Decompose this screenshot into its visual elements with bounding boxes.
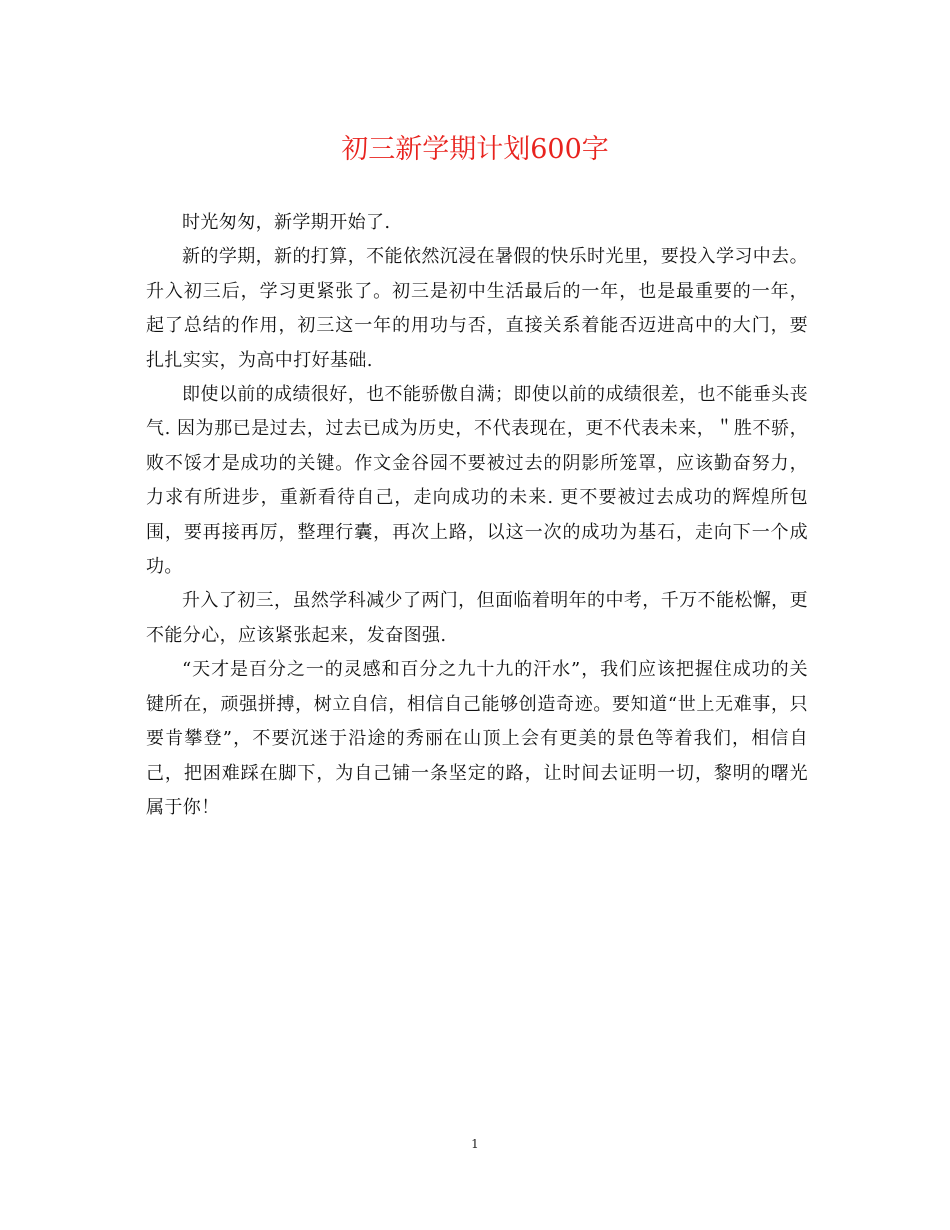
paragraph-5: “天才是百分之一的灵感和百分之九十九的汗水”，我们应该把握住成功的关键所在，顽强拼搏，树立自信，相信自己能够创造奇迹。要知道“世上无难事，只要肯攀登”，不要沉迷于沿途的秀丽在山顶上会有更美的景色等着我们，相信自己，把困难踩在脚下，为自己铺一条坚定的路，让时间去证明一切，黎明的曙光属于你！ xyxy=(146,659,808,818)
page-number: 1 xyxy=(471,1137,479,1151)
document-title: 初三新学期计划600字 xyxy=(341,134,609,165)
paragraph-3: 即使以前的成绩很好，也不能骄傲自满；即使以前的成绩很差，也不能垂头丧气. 因为那已是过去，过去已成为历史，不代表现在，更不代表未来，＂胜不骄，败不馁才是成功的关键。作文金谷园不要被过去的阴影所笼罩，应该勤奋努力，力求有所进步，重新看待自己，走向成功的未来. 更不要被过去成功的辉煌所包围，要再接再厉，整理行囊，再次上路，以这一次的成功为基石，走向下一个成功。 xyxy=(146,384,808,578)
document-body xyxy=(146,206,808,825)
paragraph-2: 新的学期，新的打算，不能依然沉浸在暑假的快乐时光里，要投入学习中去。升入初三后，学习更紧张了。初三是初中生活最后的一年，也是最重要的一年，起了总结的作用，初三这一年的用功与否，直接关系着能否迈进高中的大门，要扎扎实实，为高中打好基础. xyxy=(146,246,808,371)
paragraph-4: 升入了初三，虽然学科减少了两门，但面临着明年的中考，千万不能松懈，更不能分心，应该紧张起来，发奋图强. xyxy=(146,590,808,646)
paragraph-1: 时光匆匆，新学期开始了. xyxy=(182,212,391,233)
